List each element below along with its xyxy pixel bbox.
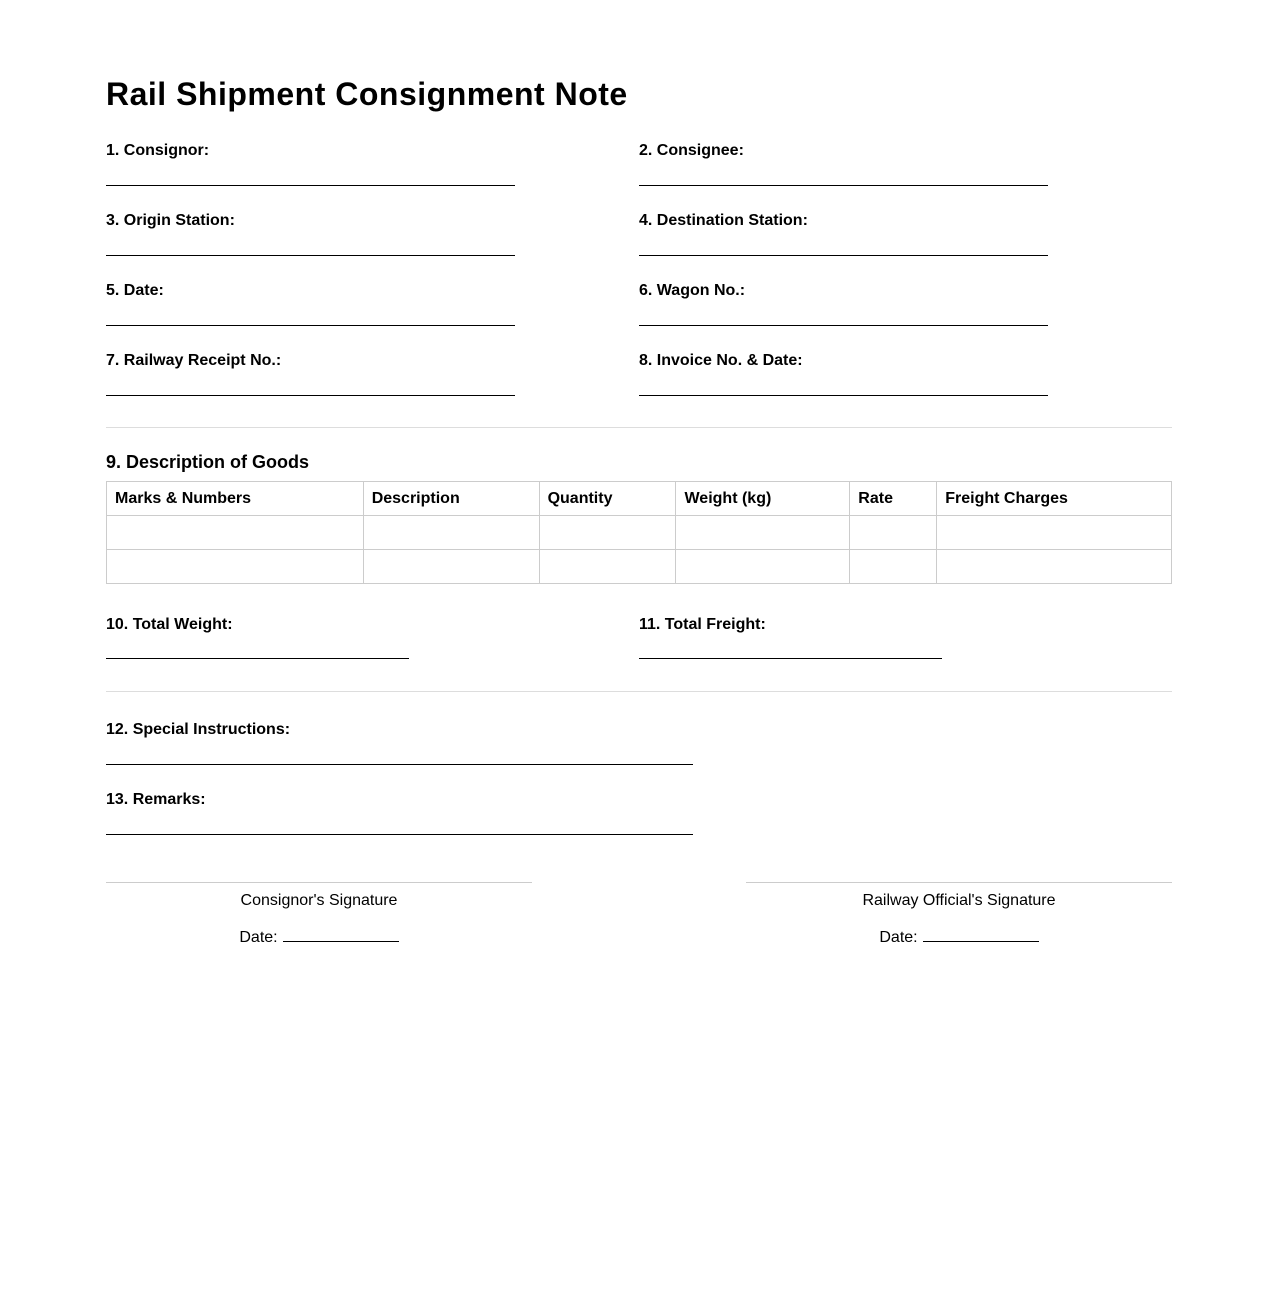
field-input-line[interactable] [639, 395, 1048, 396]
field-label: 7. Railway Receipt No.: [106, 352, 282, 369]
official-date [746, 927, 1172, 948]
field-label: 5. Date: [106, 282, 164, 299]
consignor-date [106, 927, 532, 948]
field-label: 8. Invoice No. & Date: [639, 352, 803, 369]
date-label: Date: [239, 929, 278, 946]
table-cell[interactable] [850, 550, 937, 584]
table-header-row [107, 482, 1172, 516]
column-header: Rate [850, 482, 937, 516]
table-cell[interactable] [539, 550, 676, 584]
field-label: 4. Destination Station: [639, 212, 808, 229]
remarks-field[interactable] [106, 834, 693, 835]
total-freight-label: 11. Total Freight: [639, 616, 766, 633]
table-cell[interactable] [937, 516, 1172, 550]
table-cell[interactable] [539, 516, 676, 550]
column-header: Marks & Numbers [107, 482, 364, 516]
table-cell[interactable] [676, 516, 850, 550]
special-instructions-field[interactable] [106, 764, 693, 765]
field-label: 6. Wagon No.: [639, 282, 746, 299]
table-cell[interactable] [107, 550, 364, 584]
table-cell[interactable] [363, 516, 539, 550]
column-header: Freight Charges [937, 482, 1172, 516]
column-header: Description [363, 482, 539, 516]
column-header: Weight (kg) [676, 482, 850, 516]
total-weight-label: 10. Total Weight: [106, 616, 233, 633]
divider [106, 691, 1172, 692]
remarks-label: 13. Remarks: [106, 791, 206, 808]
goods-heading: 9. Description of Goods [106, 452, 310, 472]
field-input-line[interactable] [106, 185, 515, 186]
page-title: Rail Shipment Consignment Note [106, 76, 628, 112]
consignor-signature-line[interactable] [106, 882, 532, 883]
column-header: Quantity [539, 482, 676, 516]
special-instructions-label: 12. Special Instructions: [106, 721, 291, 738]
field-label: 3. Origin Station: [106, 212, 235, 229]
field-input-line[interactable] [639, 255, 1048, 256]
field-input-line[interactable] [639, 185, 1048, 186]
table-cell[interactable] [676, 550, 850, 584]
field-input-line[interactable] [106, 325, 515, 326]
date-label: Date: [879, 929, 918, 946]
field-input-line[interactable] [106, 395, 515, 396]
table-cell[interactable] [937, 550, 1172, 584]
table-cell[interactable] [850, 516, 937, 550]
goods-table [106, 481, 1172, 584]
total-freight-field[interactable] [639, 658, 942, 659]
field-input-line[interactable] [106, 255, 515, 256]
official-signature-line[interactable] [746, 882, 1172, 883]
table-row [107, 550, 1172, 584]
divider [106, 427, 1172, 428]
total-weight-field[interactable] [106, 658, 409, 659]
table-cell[interactable] [363, 550, 539, 584]
field-label: 2. Consignee: [639, 142, 744, 159]
field-input-line[interactable] [639, 325, 1048, 326]
official-signature-title: Railway Official's Signature [862, 892, 1056, 909]
table-row [107, 516, 1172, 550]
date-field[interactable] [923, 927, 1039, 942]
consignor-signature-title: Consignor's Signature [240, 892, 398, 909]
field-label: 1. Consignor: [106, 142, 210, 159]
date-field[interactable] [283, 927, 399, 942]
table-cell[interactable] [107, 516, 364, 550]
